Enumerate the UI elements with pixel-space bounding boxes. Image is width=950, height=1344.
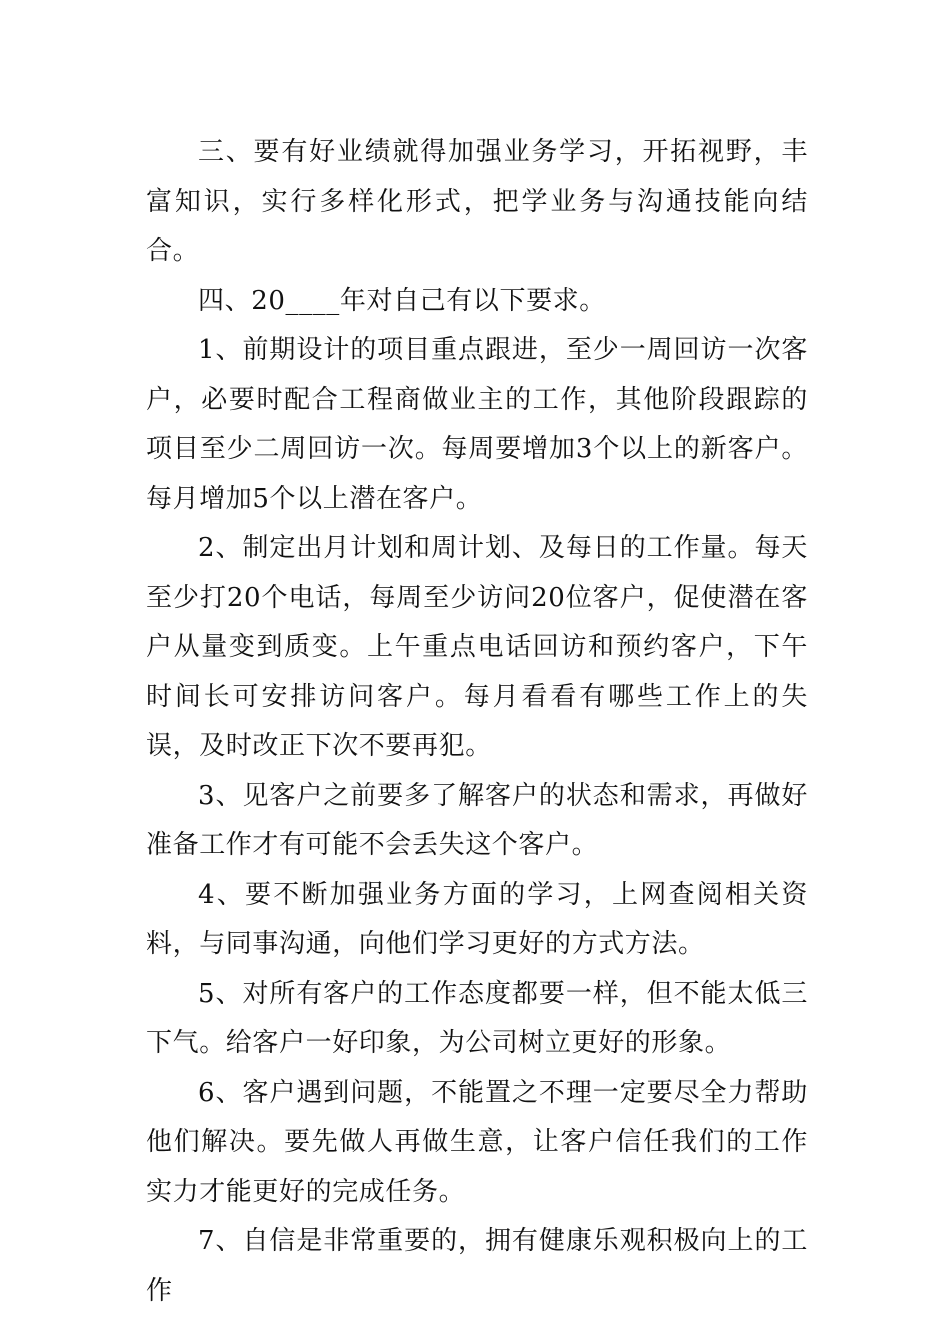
paragraph-item-2: 2、制定出月计划和周计划、及每日的工作量。每天至少打20个电话，每周至少访问20位客户，促使潜在客户从量变到质变。上午重点电话回访和预约客户，下午时间长可安排访问客户。每月看看有哪些工作上的失误，及时改正下次不要再犯。	[146, 533, 808, 761]
paragraph-item-1: 1、前期设计的项目重点跟进，至少一周回访一次客户，必要时配合工程商做业主的工作，其他阶段跟踪的项目至少二周回访一次。每周要增加3个以上的新客户。每月增加5个以上潜在客户。	[146, 335, 808, 514]
document-body	[146, 128, 808, 1316]
paragraph-item-3: 3、见客户之前要多了解客户的状态和需求，再做好准备工作才有可能不会丢失这个客户。	[146, 780, 808, 860]
paragraph-item-4: 4、要不断加强业务方面的学习，上网查阅相关资料，与同事沟通，向他们学习更好的方式方法。	[146, 879, 808, 959]
paragraph-section-three: 三、要有好业绩就得加强业务学习，开拓视野，丰富知识，实行多样化形式，把学业务与沟通技能向结合。	[146, 137, 808, 266]
paragraph-item-5: 5、对所有客户的工作态度都要一样，但不能太低三下气。给客户一好印象，为公司树立更好的形象。	[146, 978, 808, 1058]
paragraph-item-7: 7、自信是非常重要的，拥有健康乐观积极向上的工作	[146, 1226, 808, 1306]
paragraph-section-four: 四、20____年对自己有以下要求。	[198, 285, 606, 316]
paragraph-item-6: 6、客户遇到问题，不能置之不理一定要尽全力帮助他们解决。要先做人再做生意，让客户信任我们的工作实力才能更好的完成任务。	[146, 1077, 808, 1207]
